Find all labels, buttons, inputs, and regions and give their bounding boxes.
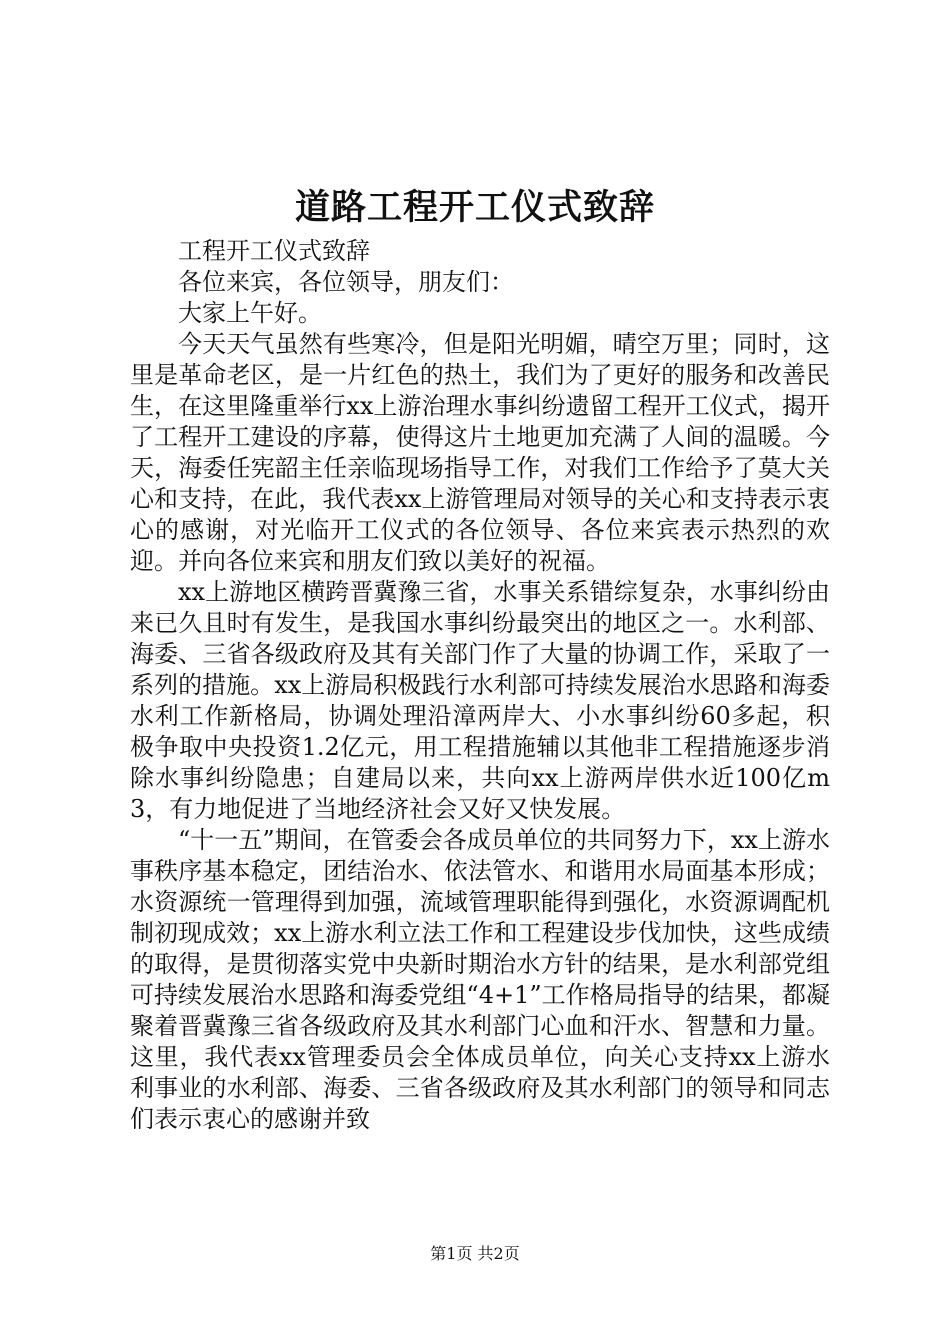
document-title: 道路工程开工仪式致辞 bbox=[294, 187, 655, 228]
page-number: 第1页 共2页 bbox=[430, 1244, 520, 1263]
paragraph-body: “十一五”期间，在管委会各成员单位的共同努力下，xx上游水事秩序基本稳定，团结治水、依法管水、和谐用水局面基本形成；水资源统一管理得到加强，流域管理职能得到强化，水资源调配机制初现成效；xx上游水利立法工作和工程建设步伐加快，这些成绩的取得，是贯彻落实党中央新时期治水方针的结果，是水利部党组可持续发展治水思路和海委党组“4+1”工作格局指导的结果，都凝聚着晋冀豫三省各级政府及其水利部门心血和汗水、智慧和力量。这里，我代表xx管理委员会全体成员单位，向关心支持xx上游水利事业的水利部、海委、三省各级政府及其水利部门的领导和同志们表示衷心的感谢并致 bbox=[130, 826, 830, 1133]
paragraph-salutation: 各位来宾，各位领导，朋友们： bbox=[178, 268, 514, 296]
document-body bbox=[130, 236, 830, 1135]
paragraph-body: 今天天气虽然有些寒冷，但是阳光明媚，晴空万里；同时，这里是革命老区，是一片红色的热土，我们为了更好的服务和改善民生，在这里隆重举行xx上游治理水事纠纷遗留工程开工仪式，揭开了工程开工建设的序幕，使得这片土地更加充满了人间的温暖。今天，海委任宪韶主任亲临现场指导工作，对我们工作给予了莫大关心和支持，在此，我代表xx上游管理局对领导的关心和支持表示衷心的感谢，对光临开工仪式的各位领导、各位来宾表示热烈的欢迎。并向各位来宾和朋友们致以美好的祝福。 bbox=[130, 330, 830, 575]
paragraph-greeting: 大家上午好。 bbox=[178, 299, 322, 327]
paragraph-subtitle: 工程开工仪式致辞 bbox=[178, 237, 370, 265]
paragraph-body: xx上游地区横跨晋冀豫三省，水事关系错综复杂，水事纠纷由来已久且时有发生，是我国水事纠纷最突出的地区之一。水利部、海委、三省各级政府及其有关部门作了大量的协调工作，采取了一系列的措施。xx上游局积极践行水利部可持续发展治水思路和海委水利工作新格局，协调处理沿漳两岸大、小水事纠纷60多起，积极争取中央投资1.2亿元，用工程措施辅以其他非工程措施逐步消除水事纠纷隐患；自建局以来，共向xx上游两岸供水近100亿m3，有力地促进了当地经济社会又好又快发展。 bbox=[130, 578, 830, 823]
